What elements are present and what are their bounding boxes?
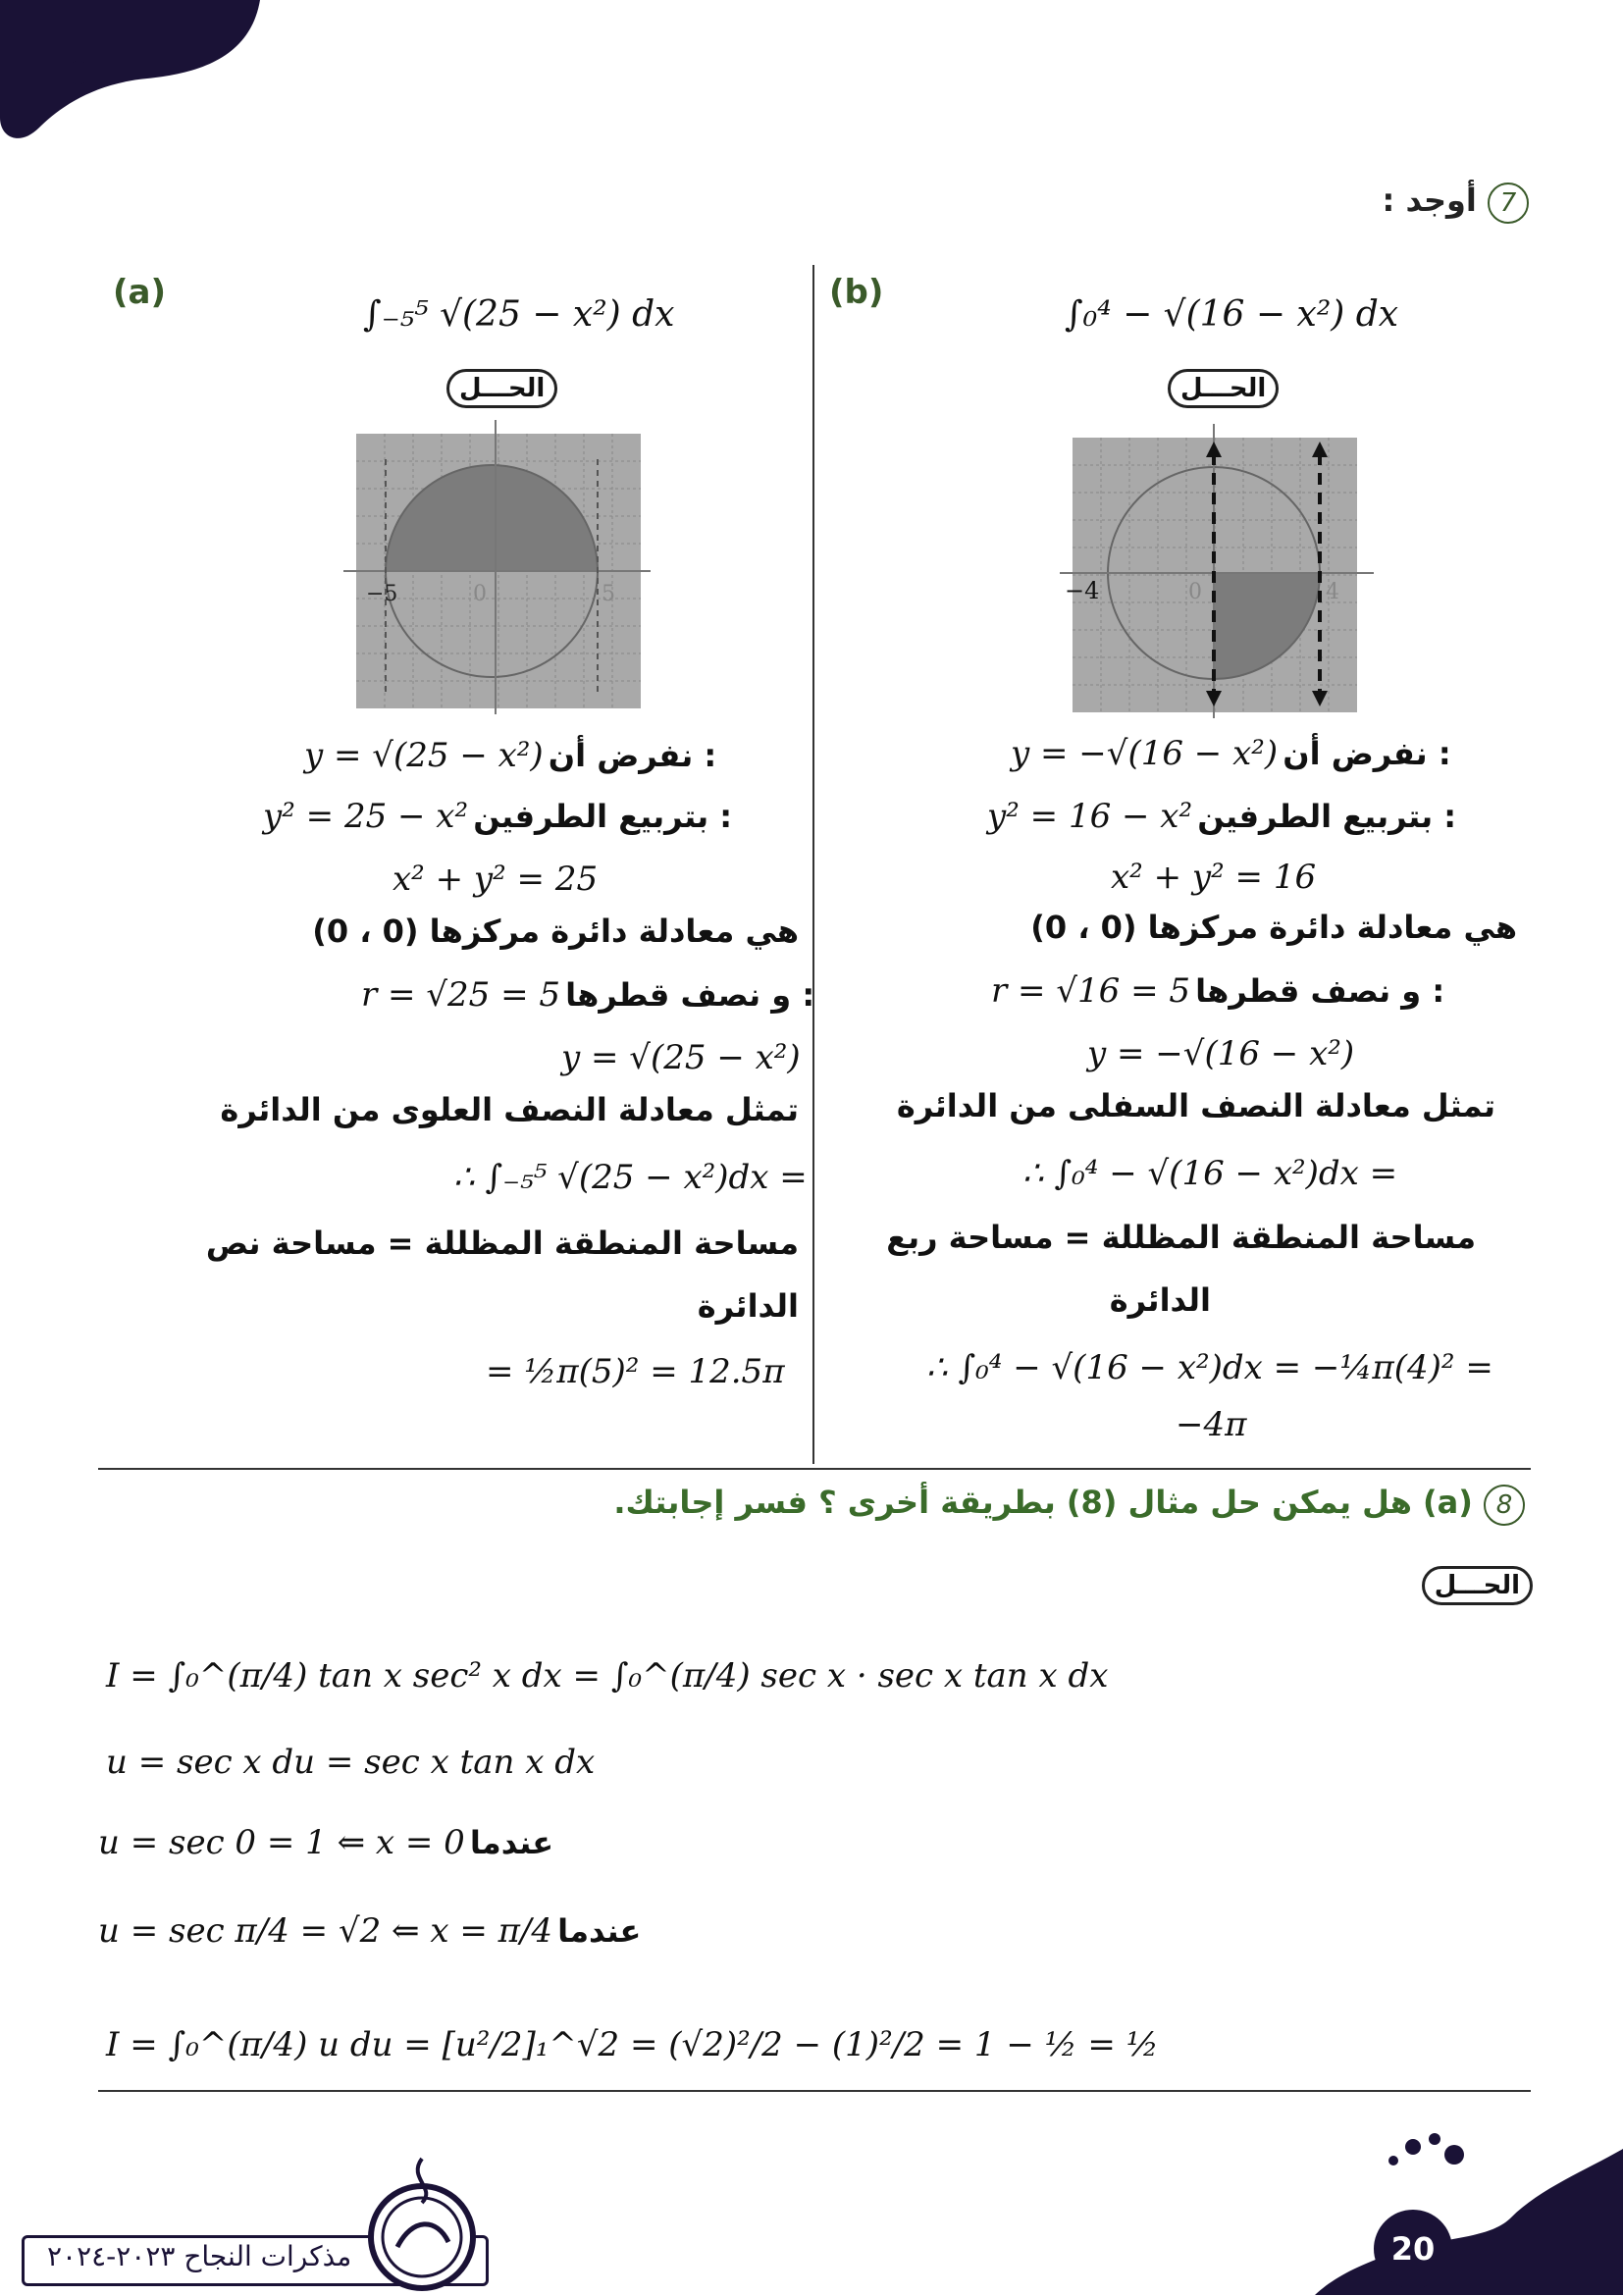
q8-solution-tag: الحـــل xyxy=(1422,1566,1533,1605)
part-a-line-10: الدائرة xyxy=(697,1287,799,1325)
part-a-line-5: r = √25 = 5 و نصف قطرها : xyxy=(361,975,815,1015)
part-a-line-6: y = √(25 − x²) xyxy=(561,1038,801,1077)
q7-heading xyxy=(1383,182,1529,224)
part-b-line-2: y² = 16 − x² بتربيع الطرفين : xyxy=(987,797,1457,836)
part-b-line-9: مساحة المنطقة المظللة = مساحة ربع xyxy=(886,1219,1476,1256)
q7-number: 7 xyxy=(1488,183,1529,224)
corner-blob-top xyxy=(0,0,294,167)
part-b-line-7: تمثل معادلة النصف السفلى من الدائرة xyxy=(896,1087,1495,1124)
part-a-label: (a) xyxy=(113,273,167,312)
part-b-axis-pos: 4 xyxy=(1326,580,1339,604)
q8-heading xyxy=(613,1484,1525,1526)
part-a-axis-pos: 5 xyxy=(602,582,615,606)
q8-bottom-rule xyxy=(98,2090,1531,2092)
q7-title: أوجد : xyxy=(1382,182,1477,219)
part-a-axis-zero: 0 xyxy=(473,582,487,606)
q8-line-4: u = sec π/4 = √2 ⇐ x = π/4 عندما xyxy=(98,1911,642,1951)
footer-logo xyxy=(358,2149,486,2296)
part-a-line-11: = ½π(5)² = 12.5π xyxy=(486,1352,785,1391)
part-a-line-3: x² + y² = 25 xyxy=(393,860,599,899)
part-a-line-4: هي معادلة دائرة مركزها (0 ، 0) xyxy=(312,913,799,950)
part-b-line-4: هي معادلة دائرة مركزها (0 ، 0) xyxy=(1030,909,1517,946)
part-b-solution-tag: الحـــل xyxy=(1168,369,1279,408)
part-b-integral: ∫₀⁴ − √(16 − x²) dx xyxy=(1065,294,1399,335)
part-a-line-9: مساحة المنطقة المظللة = مساحة نص xyxy=(205,1225,799,1262)
q8-question: هل يمكن حل مثال (8) بطريقة أخرى ؟ فسر إجابتك. xyxy=(613,1484,1412,1521)
part-b-axis-zero: 0 xyxy=(1188,580,1202,604)
part-b-line-1: y = −√(16 − x²) نفرض أن : xyxy=(1011,734,1451,773)
part-a-solution-tag: الحـــل xyxy=(446,369,557,408)
part-b-graph xyxy=(1055,424,1379,718)
part-a-integral: ∫₋₅⁵ √(25 − x²) dx xyxy=(363,294,675,335)
part-b-line-12: −4π xyxy=(1176,1405,1247,1444)
page-number: 20 xyxy=(1374,2210,1452,2288)
part-b-line-3: x² + y² = 16 xyxy=(1111,858,1317,897)
column-divider xyxy=(812,265,814,1464)
q8-line-5: I = ∫₀^(π/4) u du = [u²/2]₁^√2 = (√2)²/2 − (1)²/2 = 1 − ½ = ½ xyxy=(106,2025,1159,2064)
footer-brand: مذكرات النجاح ٢٠٢٣-٢٠٢٤ xyxy=(47,2240,352,2272)
part-a-line-8: ∴ ∫₋₅⁵ √(25 − x²)dx = xyxy=(453,1158,808,1197)
section-separator xyxy=(98,1468,1531,1470)
part-a-axis-neg: −5 xyxy=(366,582,398,606)
q8-line-2: u = sec x du = sec x tan x dx xyxy=(106,1743,596,1782)
q8-label: (a) xyxy=(1423,1484,1473,1521)
part-a-line-7: تمثل معادلة النصف العلوى من الدائرة xyxy=(220,1091,799,1128)
part-b-line-8: ∴ ∫₀⁴ − √(16 − x²)dx = xyxy=(1022,1154,1398,1193)
part-a-line-2: y² = 25 − x² بتربيع الطرفين : xyxy=(263,797,733,836)
q8-number: 8 xyxy=(1484,1485,1525,1526)
part-a-line-1: y = √(25 − x²) نفرض أن : xyxy=(304,736,717,775)
part-b-line-5: r = √16 = 5 و نصف قطرها : xyxy=(991,971,1445,1011)
part-a-graph xyxy=(339,420,653,714)
part-b-axis-neg: −4 xyxy=(1065,577,1100,604)
part-b-line-10: الدائرة xyxy=(1109,1281,1211,1319)
part-b-line-11: ∴ ∫₀⁴ − √(16 − x²)dx = −¼π(4)² = xyxy=(926,1348,1493,1387)
q8-line-1: I = ∫₀^(π/4) tan x sec² x dx = ∫₀^(π/4) sec x · sec x tan x dx xyxy=(106,1656,1109,1696)
part-b-label: (b) xyxy=(829,273,884,312)
q8-line-3: u = sec 0 = 1 ⇐ x = 0 عندما xyxy=(98,1823,554,1862)
part-b-line-6: y = −√(16 − x²) xyxy=(1087,1034,1355,1073)
